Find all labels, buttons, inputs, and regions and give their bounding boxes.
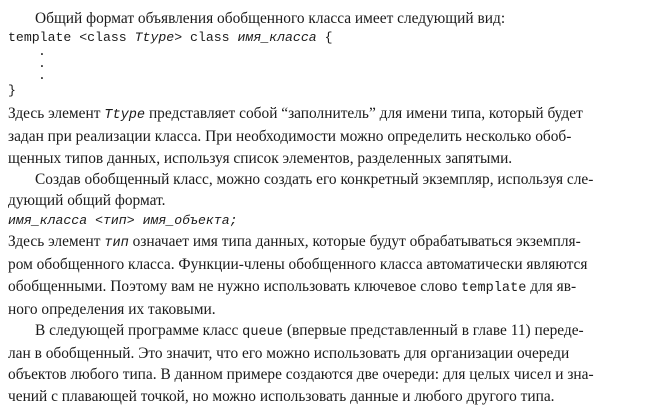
paragraph-ttype bbox=[8, 103, 659, 169]
code-ttype: Ttype bbox=[134, 30, 175, 46]
code-ellipsis-dot: . bbox=[38, 56, 46, 72]
text-line: Создав обобщенный класс, можно создать его конкретный экземпляр, используя сле- bbox=[35, 170, 594, 188]
text-line: В следующей программе класс queue (впервые представленный в главе 11) переде- bbox=[35, 322, 584, 341]
text-line: Здесь элемент тип означает имя типа данных, которые будут обрабатываться экземпля- bbox=[8, 233, 581, 252]
code-line-template bbox=[8, 29, 659, 46]
paragraph-type bbox=[8, 231, 659, 320]
text-line: ром обобщенного класса. Функции-члены обобщенного класса автоматически являются bbox=[8, 256, 588, 274]
text-line: чений с плавающей точкой, но можно использовать данные и любого другого типа. bbox=[8, 387, 555, 405]
code-template-prefix: template <class bbox=[8, 30, 135, 46]
code-line-instance: имя_класса <тип> имя_объекта; bbox=[8, 213, 238, 229]
inline-code-queue: queue bbox=[242, 325, 283, 341]
code-block-template bbox=[8, 29, 659, 99]
text-line: щенных типов данных, используя список элементов, разделенных запятыми. bbox=[8, 149, 513, 167]
text-line: дующий общий формат. bbox=[8, 192, 166, 210]
code-ellipsis-dot: . bbox=[38, 44, 46, 60]
code-class-name: имя_класса bbox=[237, 30, 317, 46]
paragraph-instance bbox=[8, 169, 659, 211]
text-line: ного определения их таковыми. bbox=[8, 300, 216, 318]
inline-code-template: template bbox=[461, 280, 527, 296]
text-line: лан в обобщенный. Это значит, что его можно использовать для организации очереди bbox=[8, 345, 570, 363]
paragraph-queue bbox=[8, 320, 659, 407]
inline-code-type: тип bbox=[104, 236, 129, 252]
intro-paragraph: Общий формат объявления обобщенного класса имеет следующий вид: bbox=[35, 10, 506, 27]
inline-code-ttype: Ttype bbox=[104, 108, 146, 124]
text-line: обобщенными. Поэтому вам не нужно использовать ключевое слово template для яв- bbox=[8, 277, 577, 296]
code-ellipsis-dot: . bbox=[38, 68, 46, 84]
text-line: Здесь элемент Ttype представляет собой “заполнитель” для имени типа, который будет bbox=[8, 105, 583, 124]
text-line: объектов любого типа. В данном примере создаются две очереди: для целых чисел и зна- bbox=[8, 366, 594, 384]
code-class-keyword: > class bbox=[174, 30, 238, 46]
text-line: задан при реализации класса. При необходимости можно определить несколько обоб- bbox=[8, 128, 572, 146]
code-open-brace: { bbox=[316, 30, 333, 46]
code-close-brace: } bbox=[8, 83, 16, 99]
